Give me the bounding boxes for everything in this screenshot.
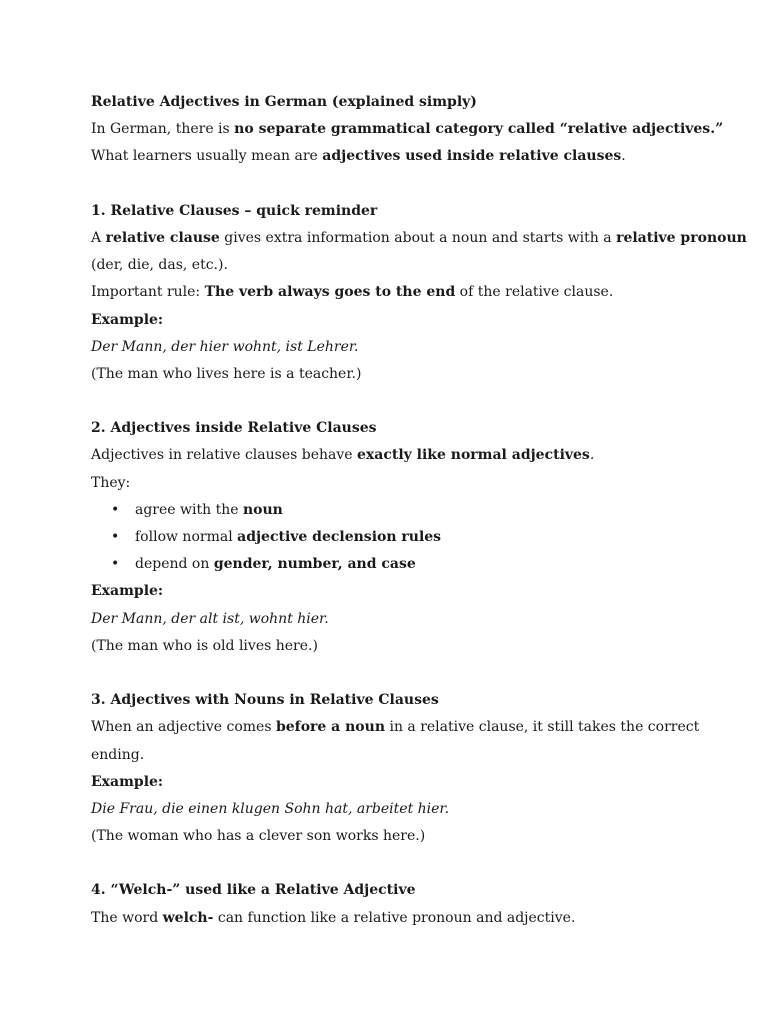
section-3-example-english: (The woman who has a clever son works here.) bbox=[91, 828, 426, 845]
document-title: Relative Adjectives in German (explained simply) bbox=[91, 94, 477, 110]
section-2-example-english: (The man who is old lives here.) bbox=[91, 637, 318, 654]
section-3-example-label: Example: bbox=[91, 773, 164, 790]
intro-line-2: What learners usually mean are adjectives used inside relative clauses. bbox=[91, 148, 626, 165]
section-1-heading: 1. Relative Clauses – quick reminder bbox=[91, 202, 378, 219]
section-3-heading: 3. Adjectives with Nouns in Relative Clauses bbox=[91, 692, 439, 709]
section-3-paragraph-1: When an adjective comes before a noun in a relative clause, it still takes the correct bbox=[91, 719, 700, 736]
section-4-paragraph-1: The word welch- can function like a relative pronoun and adjective. bbox=[91, 909, 576, 926]
section-2-example-label: Example: bbox=[91, 583, 164, 600]
intro-line-1: In German, there is no separate grammatical category called “relative adjectives.” bbox=[91, 121, 724, 138]
section-2-they: They: bbox=[91, 474, 131, 491]
section-2-example-german: Der Mann, der alt ist, wohnt hier. bbox=[91, 610, 329, 627]
document-page bbox=[91, 89, 747, 932]
section-4-heading: 4. “Welch-” used like a Relative Adjective bbox=[91, 882, 416, 899]
list-item: • follow normal adjective declension rules bbox=[91, 524, 711, 551]
section-1-paragraph-1: A relative clause gives extra information about a noun and starts with a relative pronoun bbox=[91, 229, 747, 246]
spacer bbox=[91, 660, 711, 687]
spacer bbox=[91, 850, 711, 877]
section-1-paragraph-2: Important rule: The verb always goes to the end of the relative clause. bbox=[91, 284, 614, 301]
section-1-example-german: Der Mann, der hier wohnt, ist Lehrer. bbox=[91, 338, 359, 355]
section-1-paragraph-1-cont: (der, die, das, etc.). bbox=[91, 257, 228, 274]
spacer bbox=[91, 171, 711, 198]
section-3-paragraph-1-cont: ending. bbox=[91, 746, 145, 763]
bullet-icon: • bbox=[111, 529, 120, 545]
bullet-icon: • bbox=[111, 501, 120, 518]
section-1-example-label: Example: bbox=[91, 311, 164, 328]
list-item: • agree with the noun bbox=[91, 497, 711, 524]
section-2-paragraph-1: Adjectives in relative clauses behave exactly like normal adjectives. bbox=[91, 447, 595, 464]
section-2-heading: 2. Adjectives inside Relative Clauses bbox=[91, 420, 377, 437]
list-item: • depend on gender, number, and case bbox=[91, 551, 711, 578]
section-1-example-english: (The man who lives here is a teacher.) bbox=[91, 365, 362, 382]
section-3-example-german: Die Frau, die einen klugen Sohn hat, arbeitet hier. bbox=[91, 800, 450, 817]
spacer bbox=[91, 388, 711, 415]
bullet-icon: • bbox=[111, 556, 120, 573]
